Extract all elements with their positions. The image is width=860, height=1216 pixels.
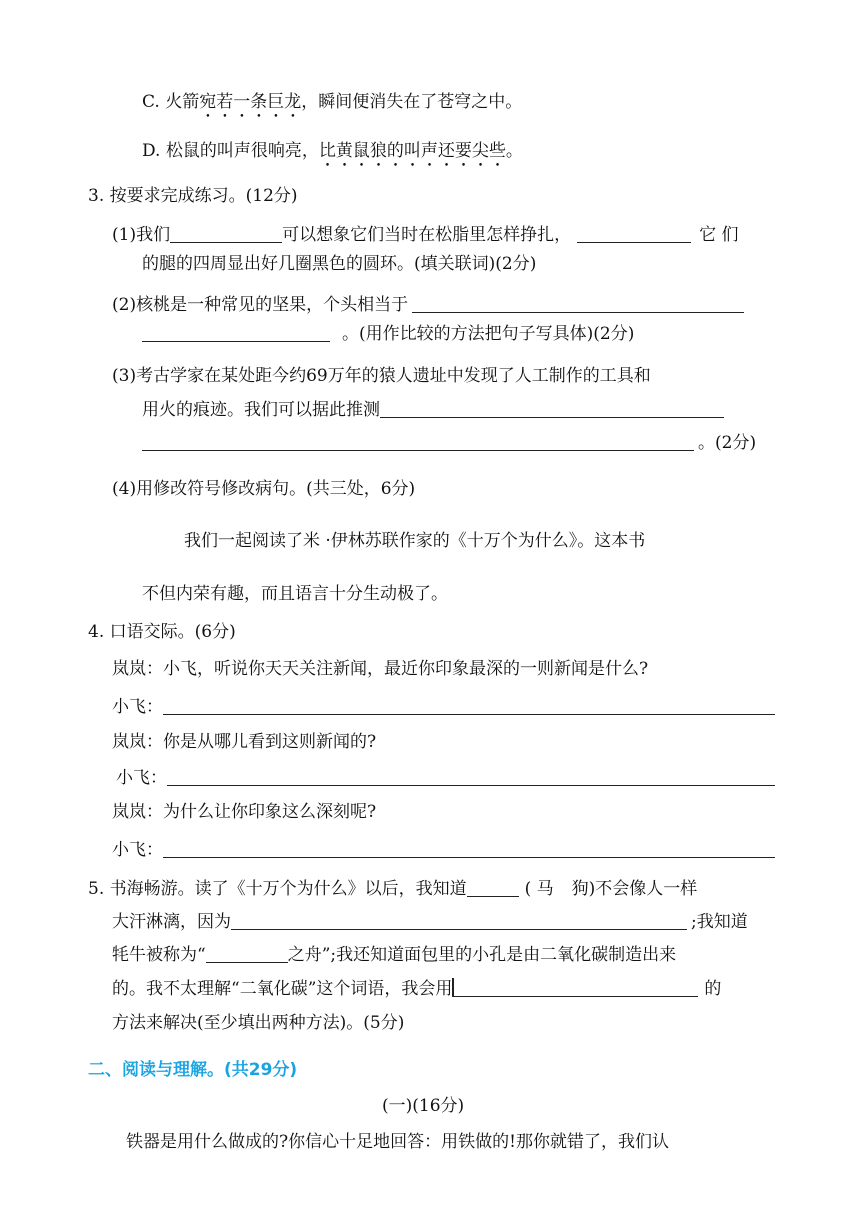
q4-dialog-1: 岚岚：小飞，听说你天天关注新闻，最近你印象最深的一则新闻是什么? [112,659,649,679]
q4-title: 4. 口语交际。(6分) [88,622,236,642]
q4-reply-1-label: 小飞： [112,697,163,717]
q5-a: 5. 书海畅游。读了《十万个为什么》以后，我知道 [88,879,467,899]
q4-reply-2 [116,766,775,790]
q3-p3-line1: (3)考古学家在某处距今约69万年的猿人遗址中发现了人工制作的工具和 [112,366,651,386]
q3-p3-c: 。(2分) [698,433,757,453]
q5-opt1: ( 马 [524,879,554,899]
reading-1-subtitle: (一)(16分) [382,1096,465,1116]
q3-p3-line2 [142,398,724,422]
q2-option-d-emph: 比黄鼠狼的叫声还要尖些 [318,141,506,161]
q3-p1-blank1[interactable] [170,224,282,243]
q2-option-d-label: D. 松鼠的叫声很响亮， [142,141,319,161]
q5-blank1[interactable] [467,878,519,897]
q5-f: 的。我不太理解“二氧化碳”这个词语，我会用 [112,979,453,999]
q3-p2-blank2[interactable] [142,323,330,342]
q4-dialog-3: 岚岚：为什么让你印象这么深刻呢? [112,802,377,822]
q5-line3 [112,943,676,967]
q3-p3-b: 用火的痕迹。我们可以据此推测 [142,400,380,420]
q3-p1-line2: 的腿的四周显出好几圈黑色的圆环。(填关联词)(2分) [142,254,537,274]
q3-p1-blank2[interactable] [577,224,691,243]
q4-reply-1-blank[interactable] [163,696,775,715]
reading-1-first-line: 铁器是用什么做成的?你信心十足地回答：用铁做的!那你就错了，我们认 [126,1132,669,1152]
section-2-title: 二、阅读与理解。(共29分) [88,1060,298,1080]
q4-reply-1 [112,695,775,719]
q5-blank2[interactable] [231,911,687,930]
q2-option-d-rest: 。 [505,141,523,161]
q3-p4-sentence1: 我们一起阅读了米 ·伊林苏联作家的《十万个为什么》。这本书 [184,531,646,551]
q5-line1 [88,877,697,901]
q3-title: 3. 按要求完成练习。(12分) [88,186,298,206]
q4-reply-3 [112,838,775,862]
q2-option-c-label: C. 火箭 [142,92,200,112]
q2-option-c-emph: 宛若一条巨龙 [199,92,302,112]
q5-b: 大汗淋漓，因为 [112,912,231,932]
q4-reply-3-label: 小飞： [112,840,163,860]
q3-p2-blank1[interactable] [412,294,744,313]
q5-opt2: 狗)不会像人一样 [571,879,698,899]
q3-p1-line1 [112,223,739,247]
q2-option-d [142,139,523,171]
q3-p1-b: 可以想象它们当时在松脂里怎样挣扎， [282,225,572,245]
q5-blank4[interactable] [452,978,698,997]
q3-p1-a: (1)我们 [112,225,171,245]
q3-p2-line2 [142,322,634,346]
q5-e: 之舟”;我还知道面包里的小孔是由二氧化碳制造出来 [287,945,677,965]
q3-p4-sentence2: 不但内荣有趣，而且语言十分生动极了。 [142,584,448,604]
q3-p2-line1 [112,293,744,317]
q3-p3-blank1[interactable] [380,399,724,418]
q5-g: 的 [704,979,722,999]
q2-option-c [142,90,522,122]
q3-p2-b: 。(用作比较的方法把句子写具体)(2分) [342,324,635,344]
q2-option-c-rest: ，瞬间便消失在了苍穹之中。 [301,92,523,112]
q3-p3-line3 [142,431,756,455]
q5-blank3[interactable] [206,944,288,963]
q5-line2 [112,910,748,934]
q3-p3-blank2[interactable] [142,432,694,451]
q4-reply-2-blank[interactable] [167,767,775,786]
q4-dialog-2: 岚岚：你是从哪儿看到这则新闻的? [112,732,377,752]
q5-c: ;我知道 [691,912,748,932]
q5-line4 [112,977,721,1001]
q3-p2-a: (2)核桃是一种常见的坚果，个头相当于 [112,295,409,315]
q3-p1-c: 它 们 [699,225,739,245]
q4-reply-3-blank[interactable] [163,839,775,858]
q3-p4-title: (4)用修改符号修改病句。(共三处，6分) [112,479,416,499]
q4-reply-2-label: 小飞： [116,768,167,788]
q5-line5: 方法来解决(至少填出两种方法)。(5分) [112,1013,405,1033]
q5-d: 牦牛被称为“ [112,945,206,965]
